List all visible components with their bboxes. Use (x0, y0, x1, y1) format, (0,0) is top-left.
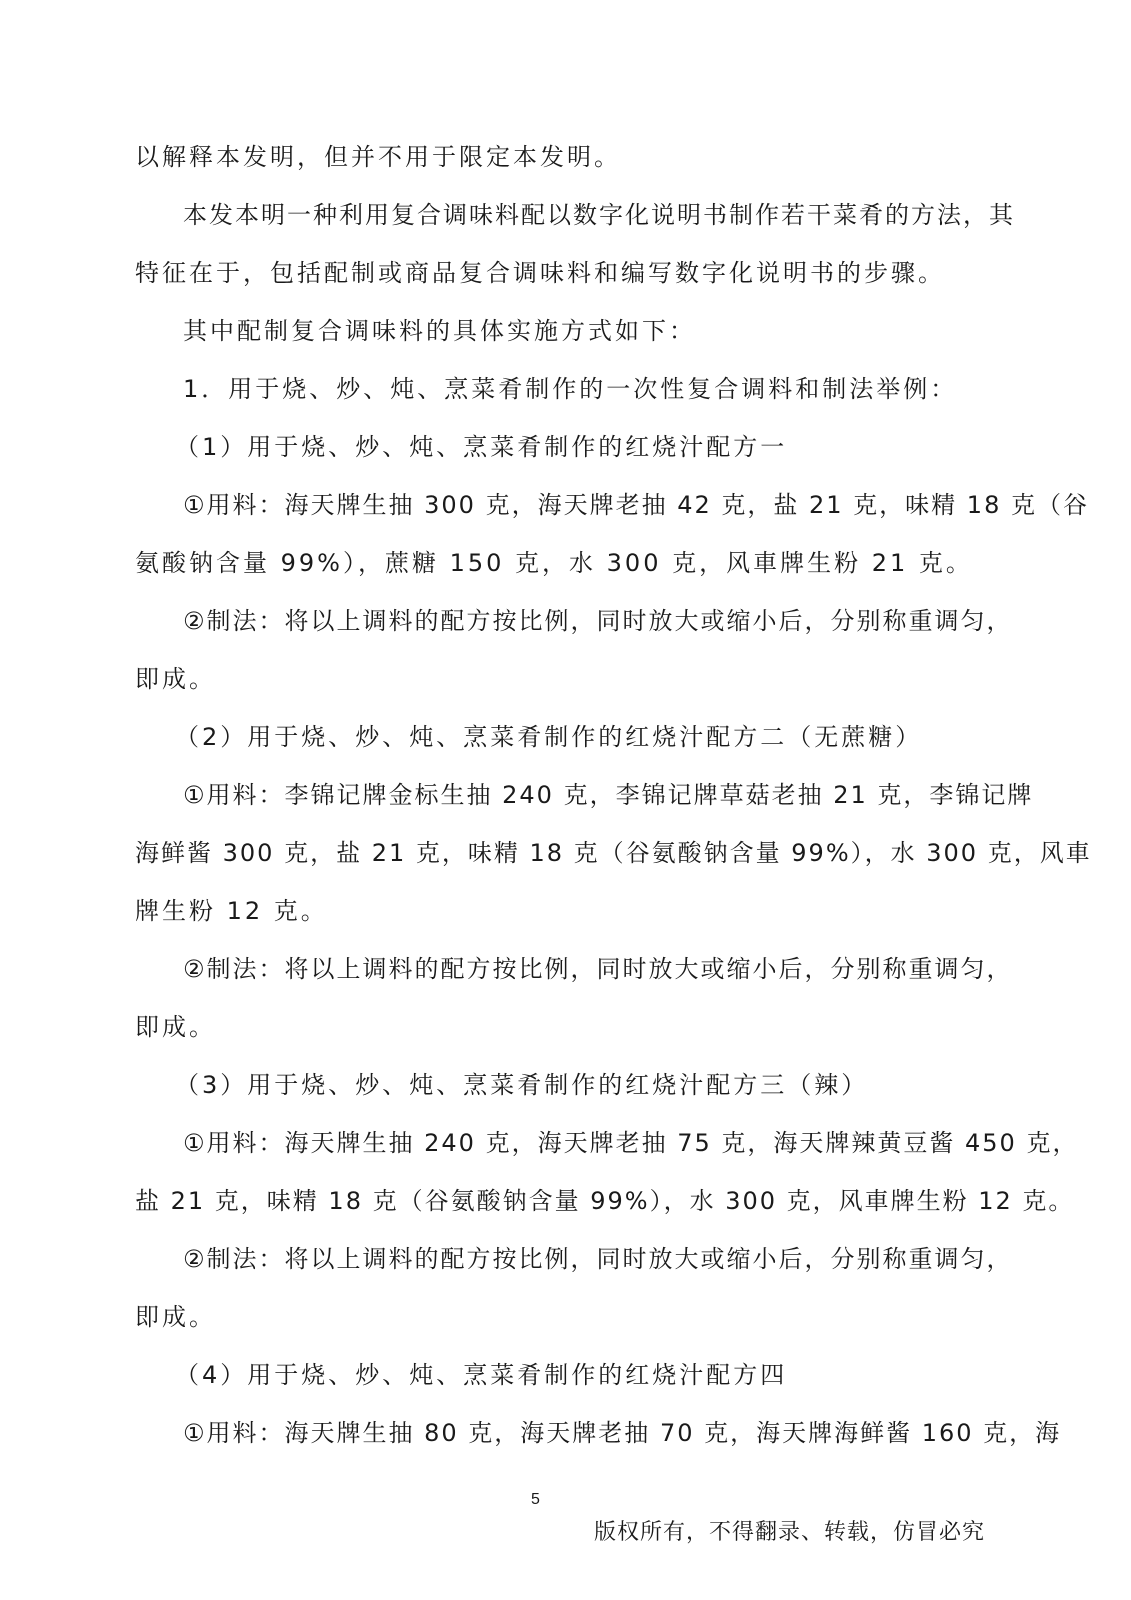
ingredients-line: 海鲜酱 300 克，盐 21 克，味精 18 克（谷氨酸钠含量 99%），水 300 克，风車 (135, 839, 1092, 867)
ingredients-line: ①用料：海天牌生抽 240 克，海天牌老抽 75 克，海天牌辣黄豆酱 450 克， (183, 1129, 1079, 1157)
section-heading: 1．用于烧、炒、炖、烹菜肴制作的一次性复合调料和制法举例： (183, 375, 958, 403)
ingredients-line: 牌生粉 12 克。 (135, 897, 328, 925)
paragraph-line: 以解释本发明，但并不用于限定本发明。 (135, 143, 621, 171)
method-line: ②制法：将以上调料的配方按比例，同时放大或缩小后，分别称重调匀， (183, 1245, 1013, 1273)
method-line: ②制法：将以上调料的配方按比例，同时放大或缩小后，分别称重调匀， (183, 955, 1013, 983)
method-line: 即成。 (135, 665, 216, 693)
page-number: 5 (531, 1491, 540, 1508)
recipe-heading: （1）用于烧、炒、炖、烹菜肴制作的红烧汁配方一 (175, 433, 788, 461)
paragraph-line: 本发本明一种利用复合调味料配以数字化说明书制作若干菜肴的方法，其 (183, 201, 1015, 229)
ingredients-line: 氨酸钠含量 99%），蔗糖 150 克，水 300 克，风車牌生粉 21 克。 (135, 549, 973, 577)
recipe-heading: （2）用于烧、炒、炖、烹菜肴制作的红烧汁配方二（无蔗糖） (175, 723, 923, 751)
ingredients-line: ①用料：海天牌生抽 300 克，海天牌老抽 42 克，盐 21 克，味精 18 克（谷 (183, 491, 1089, 519)
ingredients-line: 盐 21 克，味精 18 克（谷氨酸钠含量 99%），水 300 克，风車牌生粉 12 克。 (135, 1187, 1075, 1215)
recipe-heading: （3）用于烧、炒、炖、烹菜肴制作的红烧汁配方三（辣） (175, 1071, 869, 1099)
ingredients-line: ①用料：李锦记牌金标生抽 240 克，李锦记牌草菇老抽 21 克，李锦记牌 (183, 781, 1034, 809)
recipe-heading: （4）用于烧、炒、炖、烹菜肴制作的红烧汁配方四 (175, 1361, 788, 1389)
ingredients-line: ①用料：海天牌生抽 80 克，海天牌老抽 70 克，海天牌海鲜酱 160 克，海 (183, 1419, 1062, 1447)
method-line: 即成。 (135, 1013, 216, 1041)
paragraph-line: 其中配制复合调味料的具体实施方式如下： (183, 317, 696, 345)
method-line: ②制法：将以上调料的配方按比例，同时放大或缩小后，分别称重调匀， (183, 607, 1013, 635)
document-body (135, 128, 1092, 1462)
copyright-footer: 版权所有，不得翻录、转载，仿冒必究 (594, 1520, 986, 1545)
paragraph-line: 特征在于，包括配制或商品复合调味料和编写数字化说明书的步骤。 (135, 259, 945, 287)
method-line: 即成。 (135, 1303, 216, 1331)
